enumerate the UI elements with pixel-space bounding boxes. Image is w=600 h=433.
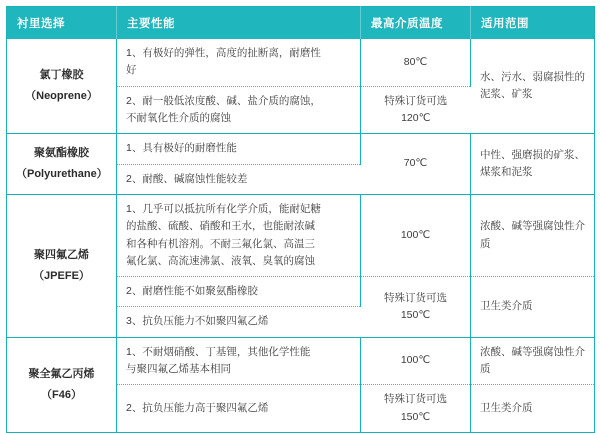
column-header-main-performance: 主要性能 xyxy=(117,7,361,40)
performance-line: 好 xyxy=(126,64,137,77)
material-name-line: （Polyurethane） xyxy=(16,168,108,181)
lining-selection-table xyxy=(6,6,595,433)
scope-cell xyxy=(471,337,595,385)
scope-line: 煤浆和泥浆 xyxy=(480,166,533,179)
scope-line: 质 xyxy=(480,363,491,376)
table-row xyxy=(7,134,595,164)
table-header-row xyxy=(7,7,595,40)
scope-line: 浓酸、碱等强腐蚀性介 xyxy=(480,345,585,358)
performance-line: 和各种有机溶剂。不耐三氟化氯、高温三 xyxy=(126,237,315,250)
temperature-cell xyxy=(361,134,471,195)
table-row xyxy=(7,194,595,276)
performance-line: 1、不耐烟硝酸、丁基锂，其他化学性能 xyxy=(126,345,311,358)
temperature-line: 150℃ xyxy=(400,410,431,423)
performance-cell xyxy=(117,385,361,433)
performance-line: 2、耐一般低浓度酸、碱、盐介质的腐蚀， xyxy=(126,94,321,107)
temperature-cell xyxy=(361,194,471,276)
material-name-line: （F46） xyxy=(41,388,82,401)
performance-cell xyxy=(117,134,361,164)
scope-line: 泥浆、矿浆 xyxy=(480,88,533,101)
scope-line: 质 xyxy=(480,237,491,250)
temperature-line: 特殊订货可选 xyxy=(384,393,447,406)
scope-cell xyxy=(471,194,595,276)
performance-line: 的盐酸、硫酸、硝酸和王水，也能耐浓碱 xyxy=(126,220,315,233)
performance-cell xyxy=(117,307,361,337)
scope-line: 中性、强磨损的矿浆、 xyxy=(480,148,585,161)
performance-line: 2、抗负压能力高于聚四氟乙烯 xyxy=(126,402,269,415)
temperature-line: 100℃ xyxy=(400,354,431,367)
scope-cell xyxy=(471,385,595,433)
temperature-cell xyxy=(361,277,471,338)
temperature-cell xyxy=(361,39,471,86)
table-body xyxy=(7,39,595,433)
material-name-line: （JPEFE） xyxy=(33,269,90,282)
scope-cell xyxy=(471,134,595,195)
performance-cell xyxy=(117,86,361,134)
column-header-max-medium-temperature: 最高介质温度 xyxy=(361,7,471,40)
table-header xyxy=(7,7,595,40)
performance-cell xyxy=(117,277,361,307)
performance-line: 1、具有极好的耐磨性能 xyxy=(126,142,237,155)
material-name-line: （Neoprene） xyxy=(25,90,98,103)
material-name-line: 聚四氟乙烯 xyxy=(34,248,89,261)
performance-line: 氟化氯、高流速沸氯、液氧、臭氧的腐蚀 xyxy=(126,254,315,267)
performance-cell xyxy=(117,39,361,86)
performance-line: 1、有极好的弹性，高度的扯断离，耐磨性 xyxy=(126,47,321,59)
performance-line: 1、几乎可以抵抗所有化学介质，能耐妃糖 xyxy=(126,202,321,215)
scope-line: 卫生类介质 xyxy=(480,402,533,415)
performance-cell xyxy=(117,337,361,385)
performance-cell xyxy=(117,164,361,194)
column-header-application-scope: 适用范围 xyxy=(471,7,595,40)
material-name-cell xyxy=(7,194,117,337)
performance-line: 3、抗负压能力不如聚四氟乙烯 xyxy=(126,315,269,328)
material-name-line: 聚全氟乙丙烯 xyxy=(28,367,95,380)
performance-line: 与聚四氟乙烯基本相同 xyxy=(126,363,231,376)
temperature-line: 70℃ xyxy=(403,157,428,170)
material-name-line: 氯丁橡胶 xyxy=(39,69,84,82)
table-row xyxy=(7,337,595,385)
scope-cell xyxy=(471,39,595,134)
scope-line: 卫生类介质 xyxy=(480,300,533,313)
temperature-cell xyxy=(361,337,471,385)
temperature-cell xyxy=(361,385,471,433)
scope-line: 浓酸、碱等强腐蚀性介 xyxy=(480,220,585,233)
temperature-line: 特殊订货可选 xyxy=(384,94,448,107)
temperature-cell xyxy=(361,86,471,134)
performance-cell xyxy=(117,194,361,276)
scope-line: 水、污水、弱腐损性的 xyxy=(480,70,585,83)
performance-line: 不耐氧化性介质的腐蚀 xyxy=(126,111,231,124)
material-name-line: 聚氨酯橡胶 xyxy=(34,147,89,160)
material-name-cell xyxy=(7,134,117,195)
temperature-line: 120℃ xyxy=(401,111,431,124)
temperature-line: 150℃ xyxy=(400,308,431,321)
material-name-cell xyxy=(7,337,117,432)
scope-cell xyxy=(471,277,595,338)
column-header-lining-selection: 衬里选择 xyxy=(7,7,117,40)
performance-line: 2、耐磨性能不如聚氨酯橡胶 xyxy=(126,285,258,298)
temperature-line: 80℃ xyxy=(403,55,428,68)
temperature-line: 100℃ xyxy=(400,228,431,241)
performance-line: 2、耐酸、碱腐蚀性能较差 xyxy=(126,172,248,185)
material-name-cell xyxy=(7,39,117,134)
temperature-line: 特殊订货可选 xyxy=(384,291,447,304)
table-row xyxy=(7,39,595,86)
